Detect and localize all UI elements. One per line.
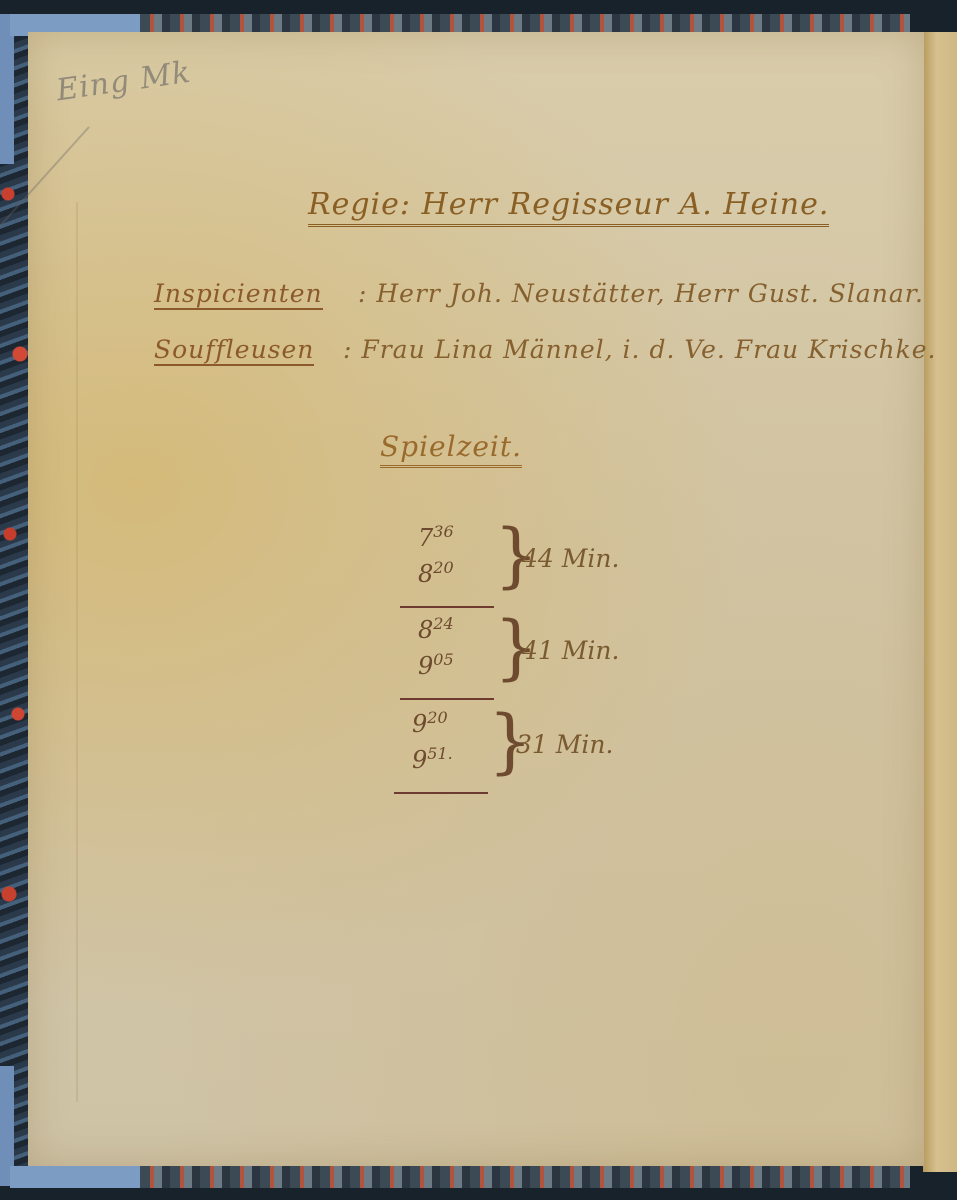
act-2-duration: 41 Min.: [522, 636, 620, 665]
spielzeit-heading: Spielzeit.: [380, 430, 522, 468]
souffleusen-label: Souffleusen: [154, 335, 315, 364]
act-1-duration: 44 Min.: [522, 544, 620, 573]
rule: [400, 606, 494, 608]
page-fold-line: [76, 202, 78, 1102]
inspicienten-label: Inspicienten: [154, 279, 323, 308]
act-2-start: $8^{24}$: [418, 614, 454, 644]
cloth-corner-top: [0, 14, 14, 164]
cloth-edge-bottom: [10, 1166, 150, 1188]
act-1-times: [400, 514, 620, 602]
act-3-start: $9^{20}$: [412, 708, 448, 738]
act-1-start: $7^{36}$: [418, 522, 454, 552]
marbled-edge-bottom: [140, 1166, 910, 1188]
rule: [400, 698, 494, 700]
rule: [394, 792, 488, 794]
act-3-duration: 31 Min.: [516, 730, 614, 759]
marbled-board-left: [0, 14, 30, 1186]
act-3-end: $9^{51.}$: [412, 744, 453, 774]
souffleusen-text: : Frau Lina Männel, i. d. Ve. Frau Krischke.: [343, 335, 937, 364]
brace: }: [494, 606, 539, 688]
pencil-note: Eing Mk: [54, 54, 194, 109]
act-1-end: $8^{20}$: [418, 558, 454, 588]
facing-page-edge: [923, 32, 957, 1172]
brace: }: [494, 514, 539, 596]
act-2-end: $9^{05}$: [418, 650, 454, 680]
inspicienten-text: : Herr Joh. Neustätter, Herr Gust. Slanar.: [358, 279, 924, 308]
regie-heading: Regie: Herr Regisseur A. Heine.: [308, 187, 829, 227]
manuscript-page: [28, 32, 937, 1166]
act-3-times: [394, 700, 614, 788]
brace: }: [488, 700, 533, 782]
act-2-times: [400, 606, 620, 694]
